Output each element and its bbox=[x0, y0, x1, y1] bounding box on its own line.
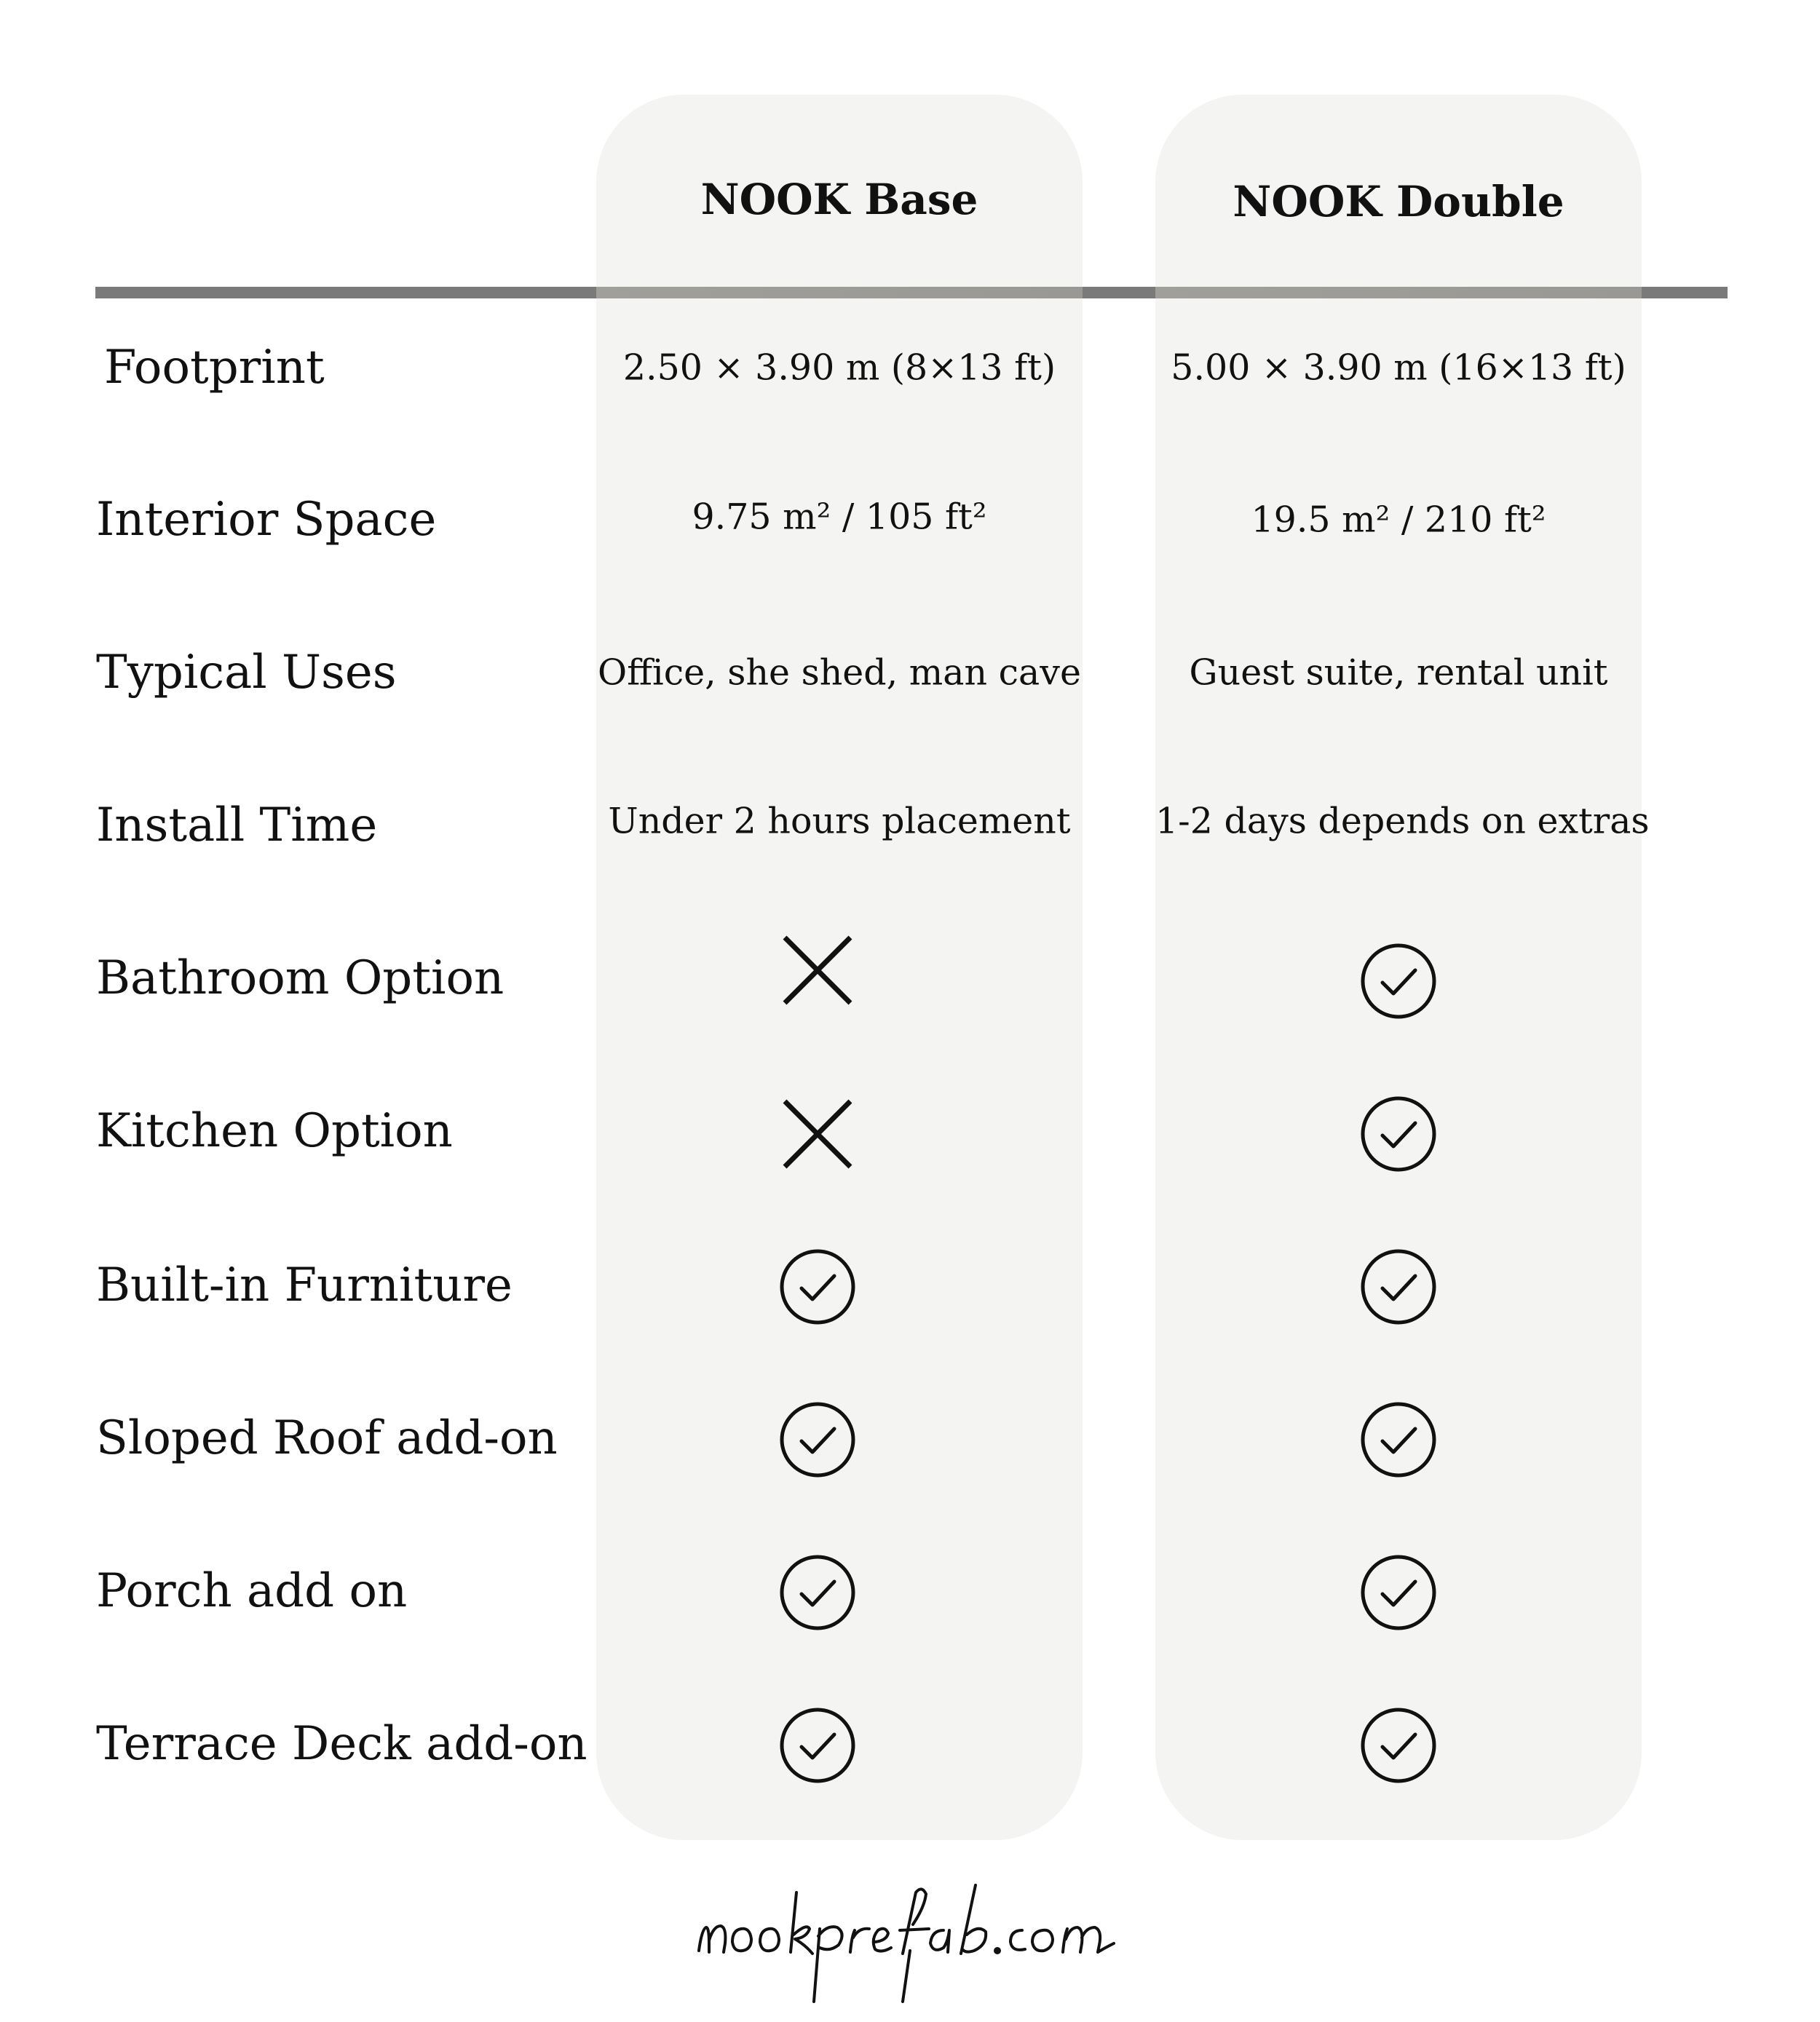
check-circle-icon bbox=[1358, 1553, 1439, 1633]
footprint-base-value: 2.50 × 3.90 m (8×13 ft) bbox=[622, 346, 1056, 389]
typical-uses-base-value: Office, she shed, man cave bbox=[598, 651, 1081, 694]
footprint-double-value: 5.00 × 3.90 m (16×13 ft) bbox=[1171, 346, 1626, 389]
install-time-base-value: Under 2 hours placement bbox=[608, 800, 1071, 842]
row-label-typical-uses: Typical Uses bbox=[96, 646, 397, 699]
interior-space-base-value: 9.75 m² / 105 ft² bbox=[692, 496, 987, 538]
typical-uses-double-value: Guest suite, rental unit bbox=[1189, 651, 1608, 694]
interior-space-double-value: 19.5 m² / 210 ft² bbox=[1251, 499, 1546, 541]
check-circle-icon bbox=[1358, 1247, 1439, 1327]
row-label-porch-add-on: Porch add on bbox=[96, 1564, 408, 1618]
check-circle-icon bbox=[778, 1400, 858, 1480]
row-label-interior-space: Interior Space bbox=[96, 493, 437, 547]
column-header-nook-double: NOOK Double bbox=[1233, 177, 1564, 226]
check-circle-icon bbox=[1358, 1705, 1439, 1785]
check-circle-icon bbox=[778, 1247, 858, 1327]
cross-icon bbox=[778, 930, 858, 1010]
check-circle-icon bbox=[1358, 941, 1439, 1021]
row-label-built-in-furniture: Built-in Furniture bbox=[96, 1258, 513, 1312]
header-divider bbox=[95, 287, 1728, 298]
check-circle-icon bbox=[778, 1705, 858, 1785]
nookprefab-logo bbox=[684, 1878, 1136, 2009]
row-label-install-time: Install Time bbox=[96, 798, 378, 852]
check-circle-icon bbox=[1358, 1094, 1439, 1174]
install-time-double-value: 1-2 days depends on extras bbox=[1155, 800, 1650, 842]
row-label-kitchen-option: Kitchen Option bbox=[96, 1104, 453, 1158]
column-header-nook-base: NOOK Base bbox=[700, 175, 978, 224]
row-label-footprint: Footprint bbox=[104, 341, 325, 395]
cross-icon bbox=[778, 1094, 858, 1174]
check-circle-icon bbox=[778, 1553, 858, 1633]
row-label-sloped-roof-add-on: Sloped Roof add-on bbox=[96, 1411, 558, 1465]
check-circle-icon bbox=[1358, 1400, 1439, 1480]
row-label-terrace-deck-add-on: Terrace Deck add-on bbox=[96, 1717, 587, 1771]
row-label-bathroom-option: Bathroom Option bbox=[96, 951, 505, 1005]
